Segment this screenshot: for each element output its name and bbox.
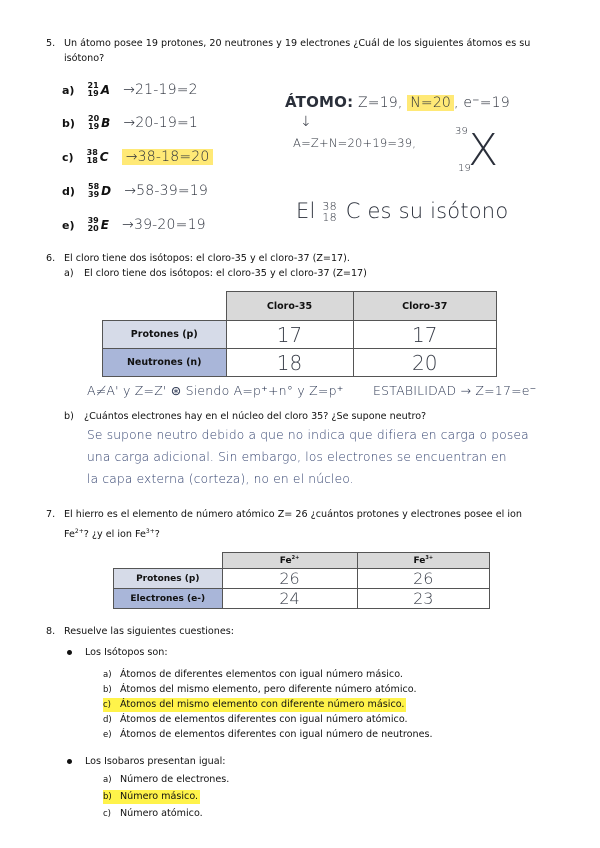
q6-sub-a-label: a): [64, 268, 74, 279]
isotopos-option-e: [103, 728, 433, 742]
q5-notes-arrow: ↓: [300, 114, 312, 130]
option-label: a): [103, 775, 112, 785]
table-header-fe3: [357, 553, 490, 569]
table-header-cl35: Cloro-35: [226, 292, 353, 321]
q5-notes-x-letter: X: [468, 125, 499, 176]
cell-fe2-protones: 26: [222, 569, 357, 589]
table-corner: [103, 292, 227, 321]
q6-number: 6.: [46, 253, 56, 264]
fe-label: Fe: [64, 529, 75, 541]
chlorine-table: [102, 291, 497, 377]
q6-text: El cloro tiene dos isótopos: el cloro-35 y el cloro-37 (Z=17).: [64, 253, 350, 264]
q5-option-a: [62, 79, 198, 97]
option-label: b): [62, 117, 75, 130]
z-value: Z=19,: [357, 95, 403, 111]
q5-notes-x-z: 19: [458, 163, 472, 174]
option-text: Número atómico.: [120, 808, 203, 819]
mass-number: 20: [88, 113, 100, 123]
option-label: e): [103, 730, 112, 740]
q6-handwritten-line-right: ESTABILIDAD → Z=17=e⁻: [373, 383, 537, 398]
fe-charge-2: 2+: [74, 528, 84, 535]
element-symbol: C: [99, 150, 109, 164]
q7-number: 7.: [46, 509, 56, 520]
handwritten-work: →58-39=19: [124, 183, 208, 199]
mass-number: 39: [87, 215, 99, 225]
q7-text-end: ?: [154, 529, 160, 541]
q5-number: 5.: [46, 38, 56, 49]
atomic-number: 19: [87, 88, 99, 98]
element-symbol: D: [101, 184, 112, 198]
q7-text-line2: [64, 525, 160, 541]
e-value: , e⁻=19: [454, 95, 510, 111]
q5-notes-atom-line: [285, 93, 510, 111]
fe2-base: Fe: [279, 556, 292, 566]
fe2-charge: 2+: [291, 555, 300, 561]
q5-option-c: [62, 146, 213, 164]
q5-notes-a-line: A=Z+N=20+19=39,: [293, 136, 417, 150]
fe3-base: Fe: [413, 556, 426, 566]
atom-label: ÁTOMO:: [285, 93, 354, 111]
option-label: d): [103, 715, 112, 725]
handwritten-work: →39-20=19: [122, 217, 206, 233]
option-text: Átomos de elementos diferentes con igual número atómico.: [120, 714, 408, 725]
cell-cl35-neutrones: 18: [226, 349, 353, 377]
option-text: Número másico.: [120, 791, 199, 802]
q6-sub-a-text: El cloro tiene dos isótopos: el cloro-35 y el cloro-37 (Z=17): [84, 268, 367, 279]
option-label: c): [62, 151, 74, 164]
q7-text-mid: ? ¿y el ion Fe: [83, 529, 146, 541]
q6-answer-line2: una carga adicional. Sin embargo, los electrones se encuentran en: [87, 450, 507, 464]
atomic-number: 39: [88, 189, 100, 199]
option-label: c): [103, 809, 111, 819]
option-text: Átomos de elementos diferentes con igual número de neutrones.: [120, 729, 433, 740]
cell-fe2-electrones: 24: [222, 589, 357, 609]
row-label-protones: Protones (p): [114, 569, 223, 589]
table-corner: [114, 553, 223, 569]
isotopos-option-a: [103, 668, 403, 682]
q5-option-d: [62, 180, 208, 198]
option-label: c): [103, 700, 111, 710]
row-label-protones: Protones (p): [103, 321, 227, 349]
q5-option-b: [62, 112, 198, 130]
q5-notes-conclusion: [296, 199, 508, 223]
cell-fe3-protones: 26: [357, 569, 490, 589]
atomic-number: 20: [87, 223, 99, 233]
isotopos-title: Los Isótopos son:: [85, 647, 168, 658]
isobaros-option-b-highlighted: [103, 790, 200, 804]
isobaros-option-c: [103, 807, 203, 821]
handwritten-work-highlighted: →38-18=20: [122, 149, 214, 165]
option-label: e): [62, 219, 75, 232]
option-label: d): [62, 185, 75, 198]
isotopos-option-d: [103, 713, 408, 727]
atomic-number: 19: [88, 121, 100, 131]
mass-number: 58: [88, 181, 100, 191]
option-label: a): [62, 84, 75, 97]
option-text: Número de electrones.: [120, 774, 230, 785]
fe-charge-3: 3+: [145, 528, 155, 535]
fe3-charge: 3+: [425, 555, 434, 561]
mass-number: 38: [86, 147, 98, 157]
q7-text-line1: El hierro es el elemento de número atómico Z= 26 ¿cuántos protones y electrones posee el ion: [64, 509, 522, 520]
bullet-isobaros: [67, 759, 72, 764]
q6-answer-line1: Se supone neutro debido a que no indica que difiera en carga o posea: [87, 428, 529, 442]
q6-answer-line3: la capa externa (corteza), no en el núcleo.: [87, 472, 354, 486]
isobaros-title: Los Isobaros presentan igual:: [85, 756, 226, 767]
cell-cl37-protones: 17: [353, 321, 497, 349]
option-text: Átomos de diferentes elementos con igual número másico.: [120, 669, 403, 680]
option-label: a): [103, 670, 112, 680]
q8-number: 8.: [46, 626, 56, 637]
q5-notes-x-mass: 39: [455, 126, 469, 137]
atomic-number: 18: [86, 155, 98, 165]
row-label-neutrones: Neutrones (n): [103, 349, 227, 377]
element-symbol: A: [100, 83, 110, 97]
bullet-isotopos: [67, 650, 72, 655]
conclusion-mass: 38: [322, 200, 337, 213]
option-text: Átomos del mismo elemento con diferente número másico.: [120, 699, 405, 710]
iron-table: [113, 552, 490, 609]
q5-text-line2: isótono?: [64, 53, 105, 64]
handwritten-work: →20-19=1: [123, 115, 199, 131]
n-value-highlighted: N=20: [407, 95, 454, 111]
option-text: Átomos del mismo elemento, pero diferente número atómico.: [120, 684, 417, 695]
handwritten-work: →21-19=2: [123, 82, 198, 98]
q5-text-line1: Un átomo posee 19 protones, 20 neutrones y 19 electrones ¿Cuál de los siguientes átomos es su: [64, 38, 531, 49]
option-label: b): [103, 792, 112, 802]
q6-sub-b-label: b): [64, 411, 74, 422]
row-label-electrones: Electrones (e-): [114, 589, 223, 609]
q5-option-e: [62, 214, 206, 232]
q6-handwritten-line: A≠A' y Z=Z' ⊛ Siendo A=p⁺+n° y Z=p⁺: [87, 383, 344, 398]
element-symbol: B: [101, 116, 111, 130]
table-header-fe2: [222, 553, 357, 569]
q6-sub-b-text: ¿Cuántos electrones hay en el núcleo del cloro 35? ¿Se supone neutro?: [84, 411, 427, 422]
option-label: b): [103, 685, 112, 695]
isotopos-option-c-highlighted: [103, 698, 406, 712]
conclusion-pre: El: [296, 199, 316, 223]
isotopos-option-b: [103, 683, 417, 697]
conclusion-post: C es su isótono: [345, 199, 509, 223]
conclusion-z: 18: [322, 211, 337, 224]
isobaros-option-a: [103, 773, 229, 787]
cell-cl37-neutrones: 20: [353, 349, 497, 377]
q8-text: Resuelve las siguientes cuestiones:: [64, 626, 234, 637]
mass-number: 21: [87, 80, 99, 90]
cell-cl35-protones: 17: [226, 321, 353, 349]
element-symbol: E: [100, 218, 109, 232]
cell-fe3-electrones: 23: [357, 589, 490, 609]
table-header-cl37: Cloro-37: [353, 292, 497, 321]
